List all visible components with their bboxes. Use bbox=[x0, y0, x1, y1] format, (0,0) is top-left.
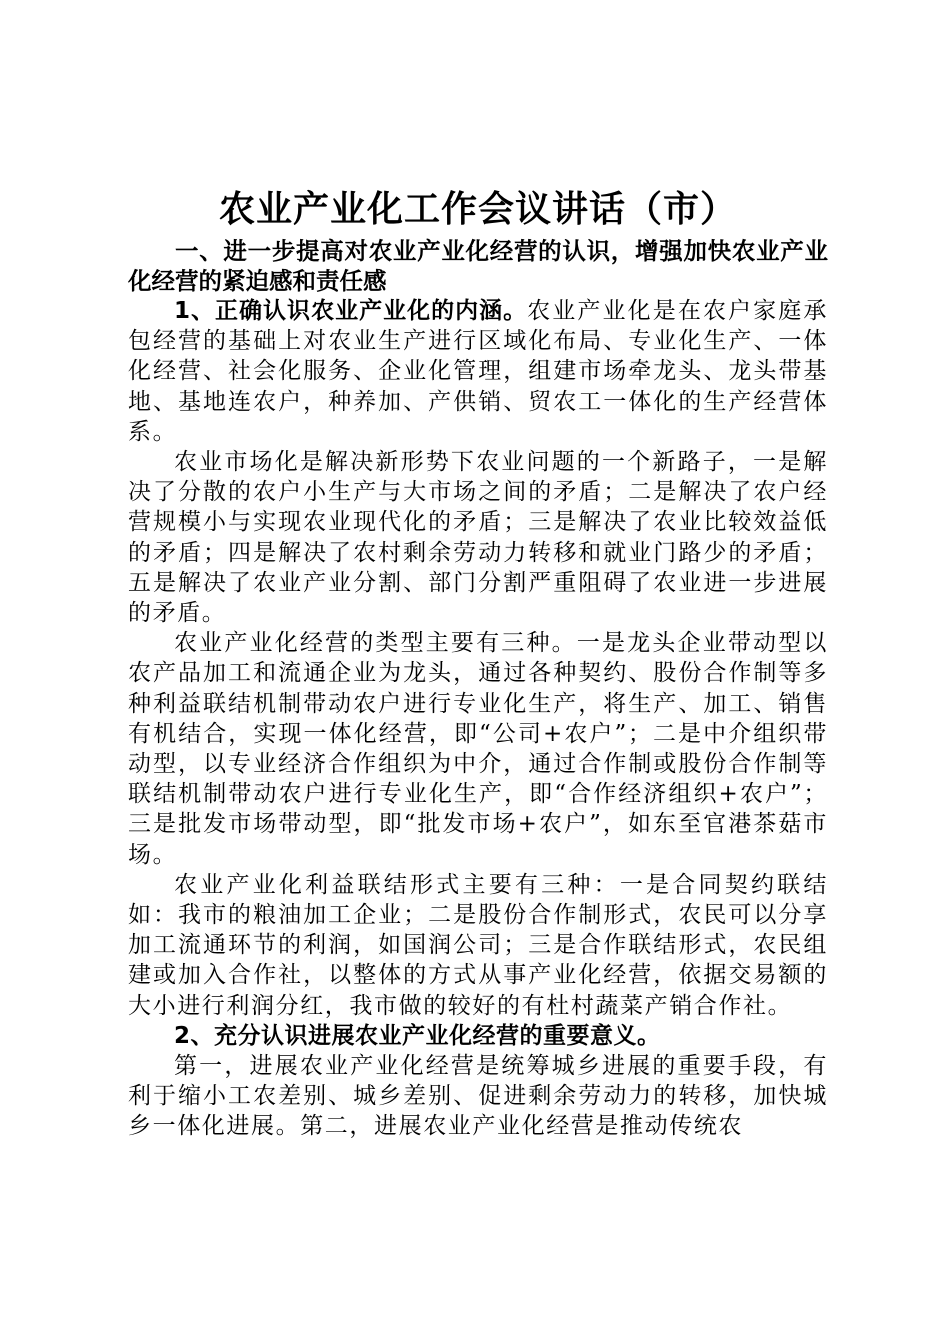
paragraph-4: 农业产业化利益联结形式主要有三种：一是合同契约联结如：我市的粮油加工企业；二是股份合作制形式，农民可以分享加工流通环节的利润，如国润公司；三是合作联结形式，农民组建或加入合作社，以整体的方式从事产业化经营，依据交易额的大小进行利润分红，我市做的较好的有杜村蔬菜产销合作社。 bbox=[128, 871, 828, 1019]
paragraph-6: 第一，进展农业产业化经营是统筹城乡进展的重要手段，有利于缩小工农差别、城乡差别、促进剩余劳动力的转移，加快城乡一体化进展。第二，进展农业产业化经营是推动传统农 bbox=[128, 1053, 828, 1140]
document-page bbox=[128, 186, 828, 1142]
document-title: 农业产业化工作会议讲话（市） bbox=[218, 189, 737, 230]
paragraph-1-body: 农业产业化是在农户家庭承包经营的基础上对农业生产进行区域化布局、专业化生产、一体化经营、社会化服务、企业化管理，组建市场牵龙头、龙头带基地、基地连农户，种养加、产供销、贸农工一体化的生产经营体系。 bbox=[128, 298, 828, 445]
paragraph-3: 农业产业化经营的类型主要有三种。一是龙头企业带动型以农产品加工和流通企业为龙头，通过各种契约、股份合作制等多种利益联结机制带动农户进行专业化生产，将生产、加工、销售有机结合，实现一体化经营，即“公司+农户”；二是中介组织带动型，以专业经济合作组织为中介，通过合作制或股份合作制等联结机制带动农户进行专业化生产，即“合作经济组织+农户”；三是批发市场带动型，即“批发市场+农户”，如东至官港茶菇市场。 bbox=[128, 630, 828, 868]
paragraph-1-lead: 1、正确认识农业产业化的内涵。 bbox=[174, 298, 528, 324]
paragraph-2: 农业市场化是解决新形势下农业问题的一个新路子，一是解决了分散的农户小生产与大市场之间的矛盾；二是解决了农户经营规模小与实现农业现代化的矛盾；三是解决了农业比较效益低的矛盾；四是解决了农村剩余劳动力转移和就业门路少的矛盾；五是解决了农业产业分割、部门分割严重阻碍了农业进一步进展的矛盾。 bbox=[128, 449, 828, 627]
subsection-heading: 2、充分认识进展农业产业化经营的重要意义。 bbox=[174, 1022, 661, 1049]
section-heading: 一、进一步提高对农业产业化经营的认识，增强加快农业产业化经营的紧迫感和责任感 bbox=[128, 237, 828, 295]
paragraph-1 bbox=[128, 296, 828, 447]
